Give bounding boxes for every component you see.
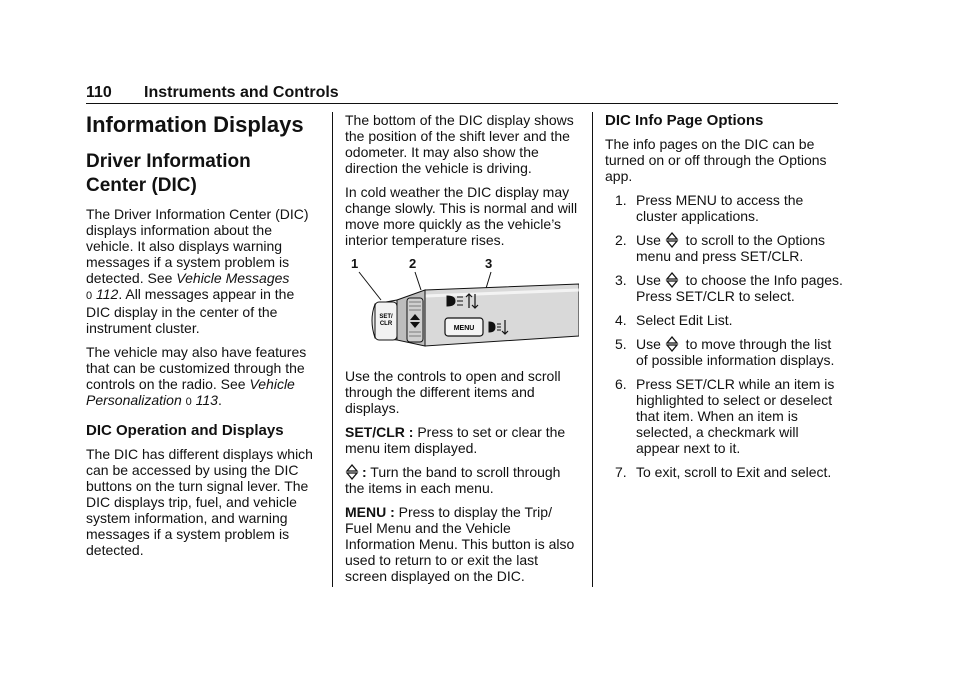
vehicle-personalization-link[interactable]: Vehicle Personalization <box>86 376 295 408</box>
turn-signal-lever-diagram <box>345 256 579 356</box>
step-item <box>605 464 843 480</box>
step-pre: Use <box>636 272 665 288</box>
step-text: Press MENU to access the cluster applications. <box>636 192 804 224</box>
column-3 <box>605 112 843 488</box>
header-rule <box>86 103 838 104</box>
step-number: 3. <box>615 272 627 288</box>
step-text: to scroll to the Options menu and press SET/CLR. <box>636 232 825 264</box>
dic-intro-paragraph <box>86 206 322 336</box>
set-clr-label-line1: SET/ <box>379 314 393 320</box>
scroll-band-icon <box>665 272 679 288</box>
info-page-intro: The info pages on the DIC can be turned on or off through the Options app. <box>605 136 827 184</box>
scroll-band-icon <box>665 336 679 352</box>
column-1 <box>86 112 322 566</box>
step-text: to choose the Info pages. Press SET/CLR to select. <box>636 272 843 304</box>
page-ref-arrow-icon: 0 <box>86 290 93 302</box>
step-number: 7. <box>615 464 627 480</box>
step-number: 5. <box>615 336 627 352</box>
vehicle-messages-page-ref[interactable]: 112 <box>96 286 119 302</box>
dic-heading-line2: Center (DIC) <box>86 175 197 196</box>
set-clr-term: SET/CLR : <box>345 424 414 440</box>
info-page-options-heading: DIC Info Page Options <box>605 112 764 129</box>
dic-heading-line1: Driver Information <box>86 151 251 172</box>
step-item <box>605 376 843 456</box>
menu-definition <box>345 504 579 584</box>
column-divider-1 <box>332 112 333 587</box>
menu-term: MENU : <box>345 504 395 520</box>
section-title: Instruments and Controls <box>144 84 339 101</box>
step-text: To exit, scroll to Exit and select. <box>636 464 832 480</box>
controls-paragraph: Use the controls to open and scroll through the different items and displays. <box>345 368 561 416</box>
set-clr-label-line2: CLR <box>379 321 393 327</box>
personalization-text: The vehicle may also have features that can be customized through the controls on the radio. See <box>86 344 307 392</box>
dic-operation-paragraph: The DIC has different displays which can be accessed by using the DIC buttons on the turn signal lever. The DIC displays trip, fuel, and vehicle system information, and warning messages if a system problem is detected. <box>86 446 313 558</box>
step-text: Select Edit List. <box>636 312 733 328</box>
page-ref-arrow-icon: 0 <box>185 396 192 408</box>
column-2 <box>345 112 579 592</box>
step-number: 2. <box>615 232 627 248</box>
display-bottom-paragraph: The bottom of the DIC display shows the position of the shift lever and the odometer. It may also show the direction the vehicle is driving. <box>345 112 574 176</box>
column-divider-2 <box>592 112 593 587</box>
menu-description: Press to display the Trip/ Fuel Menu and the Vehicle Information Menu. This button is also used to return to or exit the last screen displayed on the DIC. <box>345 504 575 584</box>
dic-intro-tail: . All messages appear in the DIC display in the center of the instrument cluster. <box>86 286 295 336</box>
dic-operation-heading: DIC Operation and Displays <box>86 422 284 439</box>
step-text: to move through the list of possible information displays. <box>636 336 835 368</box>
personalization-tail: . <box>217 392 222 408</box>
dic-intro-text: The Driver Information Center (DIC) displays information about the vehicle. It also displays warning messages if a system problem is detected. See <box>86 206 309 286</box>
step-number: 4. <box>615 312 627 328</box>
cold-weather-paragraph: In cold weather the DIC display may change slowly. This is normal and will move more quickly as the vehicle’s interior temperature rises. <box>345 184 578 248</box>
scroll-band-definition <box>345 464 579 496</box>
page-number: 110 <box>86 84 112 101</box>
lever-illustration <box>345 256 579 356</box>
callout-2: 2 <box>409 256 417 271</box>
step-item <box>605 272 843 304</box>
scroll-band-term: : <box>362 464 367 480</box>
set-clr-description: Press to set or clear the menu item displayed. <box>345 424 566 456</box>
scroll-band-icon <box>665 232 679 248</box>
page-title: Information Displays <box>86 112 304 137</box>
menu-button-label: MENU <box>453 325 475 332</box>
info-page-steps <box>605 192 843 480</box>
callout-3: 3 <box>485 256 493 271</box>
step-item <box>605 336 843 368</box>
callout-1: 1 <box>351 256 359 271</box>
scroll-band-description: Turn the band to scroll through the items in each menu. <box>345 464 561 496</box>
step-pre: Use <box>636 336 665 352</box>
step-number: 6. <box>615 376 627 392</box>
vehicle-messages-link[interactable]: Vehicle Messages <box>176 270 290 286</box>
page-header <box>86 84 838 102</box>
step-item <box>605 192 843 224</box>
scroll-band-icon <box>345 464 359 480</box>
vehicle-personalization-page-ref[interactable]: 113 <box>195 392 218 408</box>
set-clr-definition <box>345 424 579 456</box>
step-item <box>605 232 843 264</box>
step-pre: Use <box>636 232 665 248</box>
step-item <box>605 312 843 328</box>
dic-heading <box>86 150 322 198</box>
step-text: Press SET/CLR while an item is highlighted to select or deselect that item. When an item is selected, a checkmark will appear next to it. <box>636 376 835 456</box>
personalization-paragraph <box>86 344 322 410</box>
step-number: 1. <box>615 192 627 208</box>
